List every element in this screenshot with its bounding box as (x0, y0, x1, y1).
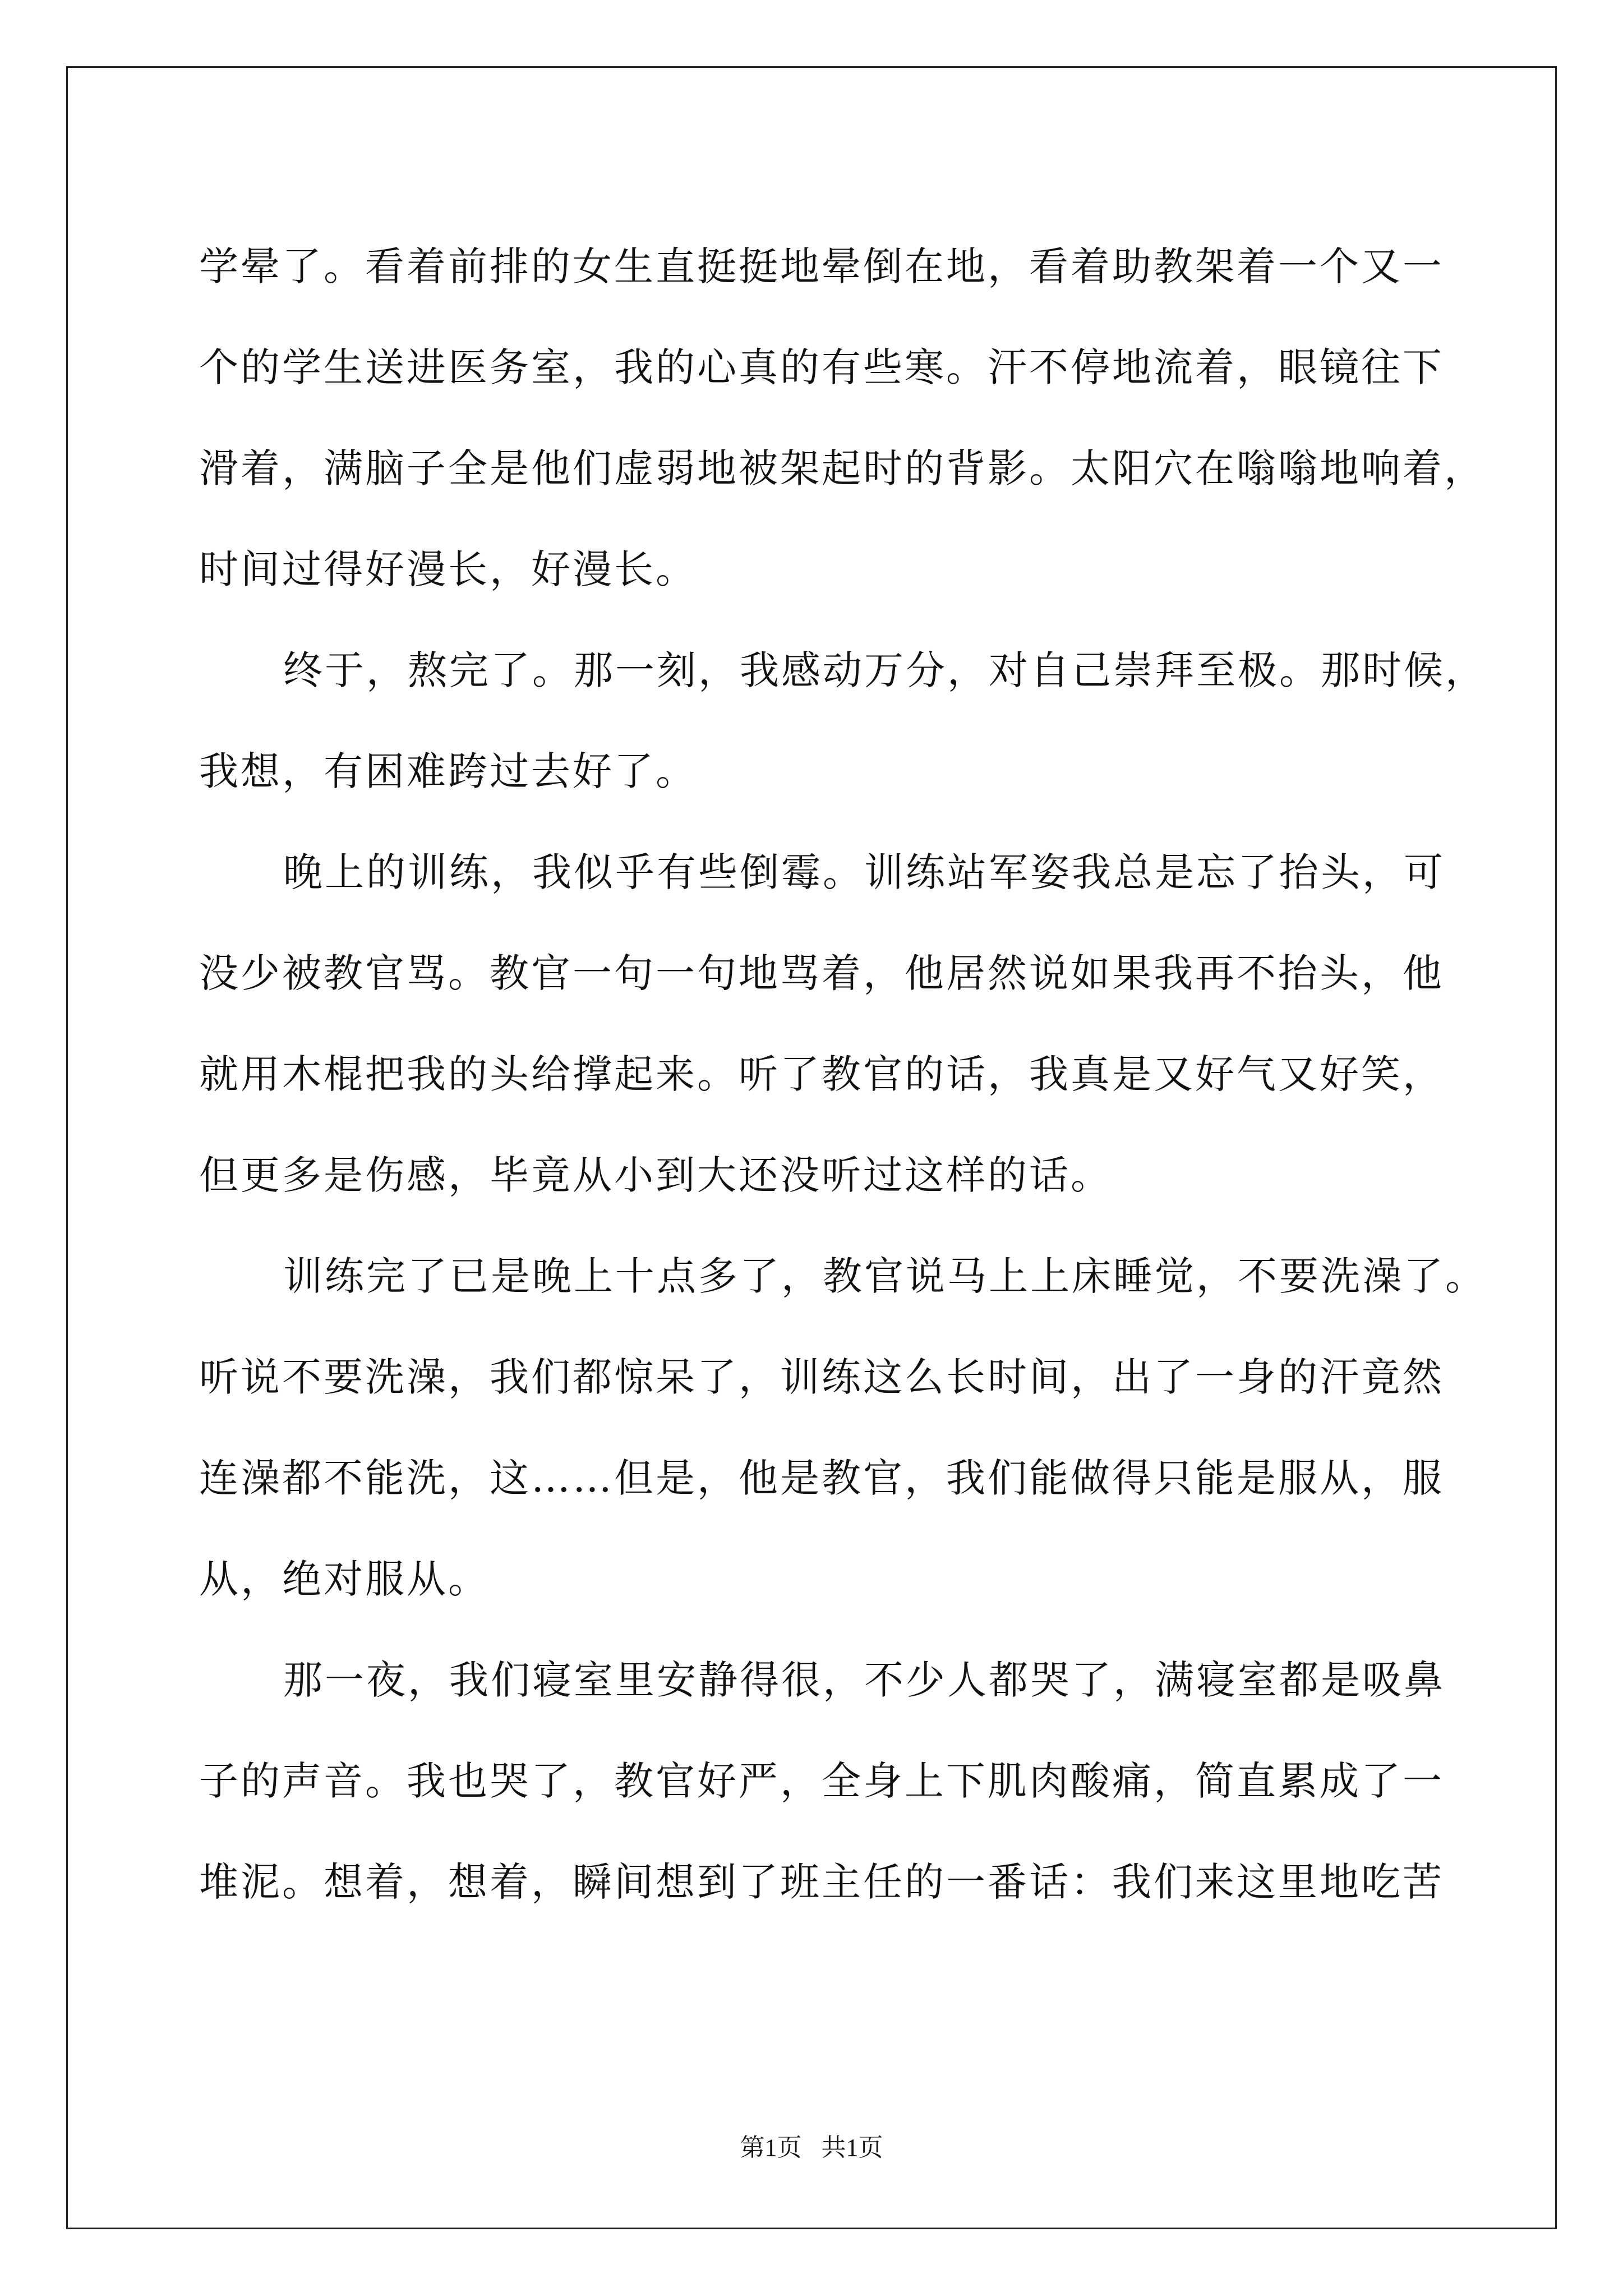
text-line: 晚上的训练，我似乎有些倒霉。训练站军姿我总是忘了抬头，可 (283, 849, 1445, 895)
text-line: 个的学生送进医务室，我的心真的有些寒。汗不停地流着，眼镜往下 (199, 344, 1444, 390)
text-line: 滑着，满脑子全是他们虚弱地被架起时的背影。太阳穴在嗡嗡地响着， (199, 445, 1486, 491)
text-line: 从，绝对服从。 (199, 1556, 490, 1602)
text-line: 连澡都不能洗，这……但是，他是教官，我们能做得只能是服从，服 (199, 1455, 1444, 1501)
text-line: 堆泥。想着，想着，瞬间想到了班主任的一番话：我们来这里地吃苦 (199, 1859, 1444, 1905)
page-footer (0, 2127, 1623, 2163)
page-number-total: 共1页 (821, 2134, 883, 2161)
text-line: 就用木棍把我的头给撑起来。听了教官的话，我真是又好气又好笑， (199, 1051, 1444, 1097)
text-line: 时间过得好漫长，好漫长。 (199, 546, 697, 592)
text-line: 但更多是伤感，毕竟从小到大还没听过这样的话。 (199, 1152, 1112, 1198)
text-line: 我想，有困难跨过去好了。 (199, 748, 697, 794)
text-line: 学晕了。看着前排的女生直挺挺地晕倒在地，看着助教架着一个又一 (199, 243, 1444, 289)
document-body (199, 216, 1487, 1932)
text-line: 听说不要洗澡，我们都惊呆了，训练这么长时间，出了一身的汗竟然 (199, 1354, 1444, 1400)
text-line: 终于，熬完了。那一刻，我感动万分，对自己崇拜至极。那时候， (283, 647, 1487, 693)
text-line: 没少被教官骂。教官一句一句地骂着，他居然说如果我再不抬头，他 (199, 950, 1444, 996)
text-line: 那一夜，我们寝室里安静得很，不少人都哭了，满寝室都是吸鼻 (283, 1657, 1445, 1703)
text-line: 子的声音。我也哭了，教官好严，全身上下肌肉酸痛，简直累成了一 (199, 1758, 1444, 1804)
text-line: 训练完了已是晚上十点多了，教官说马上上床睡觉，不要洗澡了。 (283, 1253, 1487, 1299)
page-number-current: 第1页 (740, 2134, 802, 2161)
